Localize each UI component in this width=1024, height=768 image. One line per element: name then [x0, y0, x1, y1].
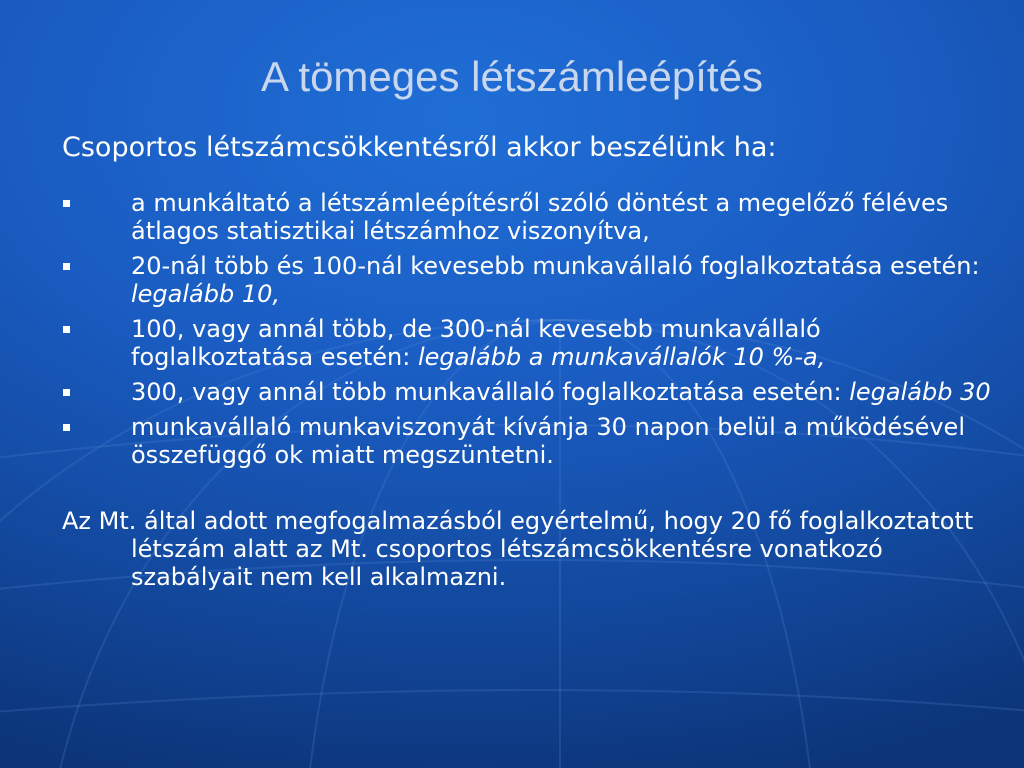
bullet-text: 100, vagy annál több, de 300-nál kevesebb munkavállaló foglalkoztatása esetén:	[131, 315, 821, 371]
bullet-emphasis: legalább a munkavállalók 10 %-a,	[417, 343, 826, 371]
bullet-emphasis: legalább 30	[849, 378, 991, 406]
bullet-text: a munkáltató a létszámleépítésről szóló döntést a megelőző féléves átlagos statisztikai létszámhoz viszonyítva,	[131, 189, 949, 245]
square-bullet-icon	[63, 424, 70, 431]
bullet-text: munkavállaló munkaviszonyát kívánja 30 napon belül a működésével összefüggő ok miatt megszüntetni.	[131, 413, 965, 469]
intro-text: Csoportos létszámcsökkentésről akkor beszélünk ha:	[62, 132, 777, 163]
square-bullet-icon	[63, 326, 70, 333]
bullet-emphasis: legalább 10,	[131, 280, 281, 308]
bullet-list	[62, 189, 992, 469]
list-item	[62, 252, 992, 308]
square-bullet-icon	[63, 200, 70, 207]
bullet-text: 300, vagy annál több munkavállaló foglalkoztatása esetén:	[131, 378, 850, 406]
conclusion-text: Az Mt. által adott megfogalmazásból egyértelmű, hogy 20 fő foglalkoztatott létszám alatt az Mt. csoportos létszámcsökkentésre vonatkozó szabályait nem kell alkalmazni.	[62, 507, 974, 591]
slide-title: A tömeges létszámleépítés	[261, 53, 763, 100]
square-bullet-icon	[63, 263, 70, 270]
list-item	[62, 315, 992, 371]
bullet-text: 20-nál több és 100-nál kevesebb munkavállaló foglalkoztatása esetén:	[131, 252, 980, 280]
list-item	[62, 413, 992, 469]
list-item	[62, 378, 992, 406]
list-item	[62, 189, 992, 245]
square-bullet-icon	[63, 389, 70, 396]
slide-body	[62, 130, 992, 591]
